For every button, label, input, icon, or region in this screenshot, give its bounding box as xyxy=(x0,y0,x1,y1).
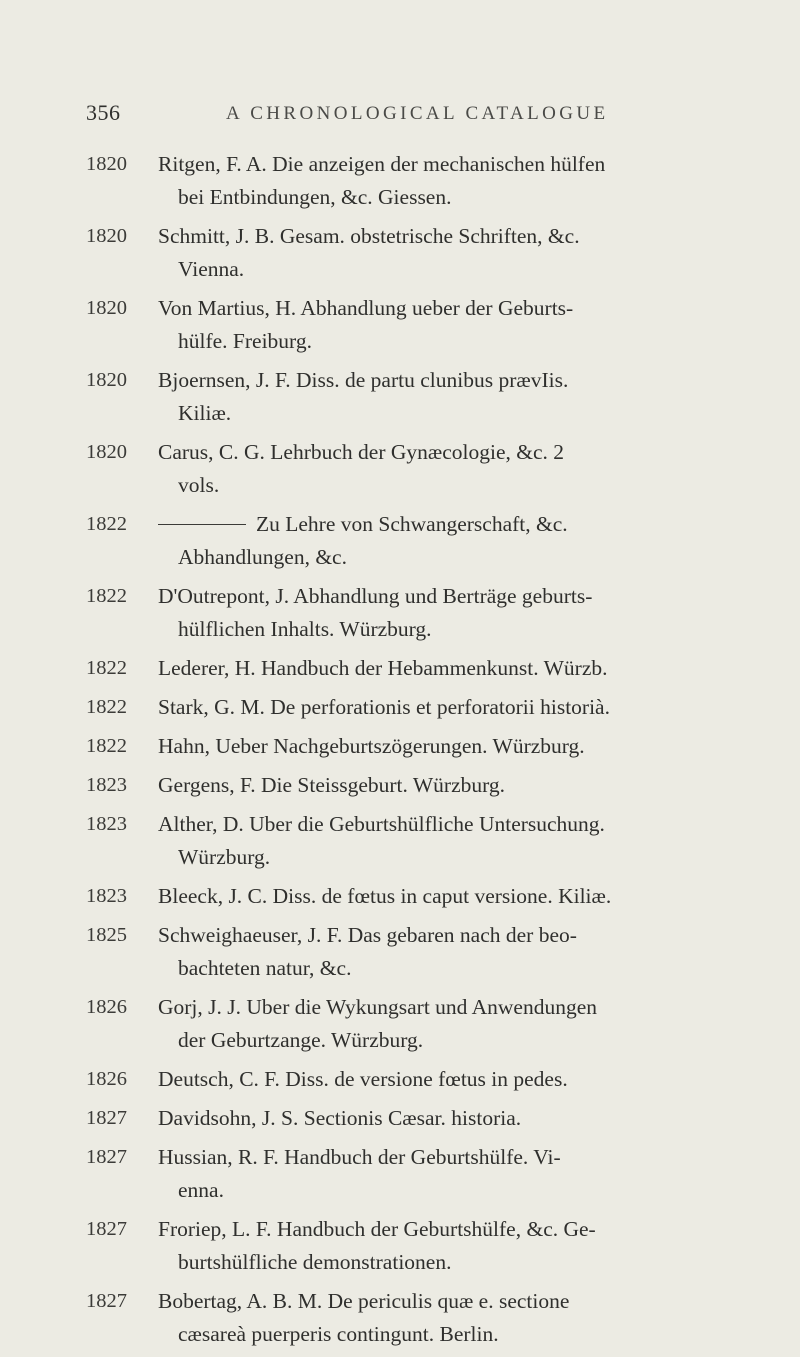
entry-line: Lederer, H. Handbuch der Hebammenkunst. Würzb. xyxy=(158,656,608,680)
page-header xyxy=(86,100,740,130)
entry-year: 1823 xyxy=(86,774,127,796)
ditto-rule xyxy=(158,524,246,525)
catalogue-entry xyxy=(86,148,766,214)
entry-text xyxy=(158,364,766,430)
entry-line xyxy=(158,508,766,541)
catalogue-entry xyxy=(86,808,766,874)
entry-line: der Geburtzange. Würzburg. xyxy=(178,1028,424,1052)
entry-text xyxy=(158,1213,766,1279)
entry-line: Ritgen, F. A. Die anzeigen der mechanischen hülfen xyxy=(158,152,606,176)
entry-line: vols. xyxy=(178,473,220,497)
entry-year: 1820 xyxy=(86,153,127,175)
entry-line: Froriep, L. F. Handbuch der Geburtshülfe, &c. Ge- xyxy=(158,1217,596,1241)
entry-line: Kiliæ. xyxy=(178,401,232,425)
entry-line: Bjoernsen, J. F. Diss. de partu clunibus prævIis. xyxy=(158,368,569,392)
entry-line: Hussian, R. F. Handbuch der Geburtshülfe. Vi- xyxy=(158,1145,561,1169)
entry-text xyxy=(158,220,766,286)
catalogue-entry xyxy=(86,1285,766,1351)
catalogue-entry xyxy=(86,292,766,358)
catalogue-entry xyxy=(86,1141,766,1207)
entry-text xyxy=(158,880,766,913)
catalogue-entry xyxy=(86,508,766,574)
entry-line: Gorj, J. J. Uber die Wykungsart und Anwendungen xyxy=(158,995,597,1019)
entry-text xyxy=(158,691,766,724)
entry-year: 1826 xyxy=(86,996,127,1018)
entry-text xyxy=(158,292,766,358)
entry-year: 1820 xyxy=(86,297,127,319)
entry-line: enna. xyxy=(178,1178,224,1202)
entry-line: burtshülfliche demonstrationen. xyxy=(178,1250,452,1274)
catalogue-entry xyxy=(86,880,766,913)
catalogue-entry xyxy=(86,730,766,763)
entry-line: Abhandlungen, &c. xyxy=(178,545,347,569)
entry-year: 1827 xyxy=(86,1218,127,1240)
entry-text xyxy=(158,1102,766,1135)
entry-line: Hahn, Ueber Nachgeburtszögerungen. Würzburg. xyxy=(158,734,585,758)
entry-text xyxy=(158,580,766,646)
entry-text xyxy=(158,1063,766,1096)
entry-text xyxy=(158,808,766,874)
entry-line: Würzburg. xyxy=(178,845,271,869)
catalogue-entries xyxy=(86,148,766,1357)
catalogue-entry xyxy=(86,919,766,985)
entry-line: Von Martius, H. Abhandlung ueber der Geburts- xyxy=(158,296,574,320)
entry-text xyxy=(158,652,766,685)
entry-year: 1820 xyxy=(86,369,127,391)
entry-line: bei Entbindungen, &c. Giessen. xyxy=(178,185,452,209)
catalogue-entry xyxy=(86,220,766,286)
entry-line: hülflichen Inhalts. Würzburg. xyxy=(178,617,432,641)
entry-line: Schmitt, J. B. Gesam. obstetrische Schriften, &c. xyxy=(158,224,580,248)
entry-line: Carus, C. G. Lehrbuch der Gynæcologie, &c. 2 xyxy=(158,440,565,464)
page-number: 356 xyxy=(86,100,121,125)
entry-text xyxy=(158,769,766,802)
entry-text xyxy=(158,730,766,763)
entry-year: 1823 xyxy=(86,813,127,835)
entry-line: D'Outrepont, J. Abhandlung und Berträge geburts- xyxy=(158,584,593,608)
entry-line: Gergens, F. Die Steissgeburt. Würzburg. xyxy=(158,773,506,797)
entry-year: 1823 xyxy=(86,885,127,907)
entry-line-text: Zu Lehre von Schwangerschaft, &c. xyxy=(256,512,568,536)
entry-year: 1820 xyxy=(86,441,127,463)
entry-text xyxy=(158,1141,766,1207)
catalogue-entry xyxy=(86,1102,766,1135)
entry-line: cæsareà puerperis contingunt. Berlin. xyxy=(178,1322,499,1346)
entry-line: Davidsohn, J. S. Sectionis Cæsar. historia. xyxy=(158,1106,522,1130)
entry-year: 1822 xyxy=(86,657,127,679)
entry-year: 1825 xyxy=(86,924,127,946)
entry-year: 1822 xyxy=(86,696,127,718)
entry-text xyxy=(158,1285,766,1351)
entry-year: 1822 xyxy=(86,735,127,757)
entry-text xyxy=(158,919,766,985)
entry-year: 1822 xyxy=(86,513,127,535)
catalogue-entry xyxy=(86,691,766,724)
entry-line: Bleeck, J. C. Diss. de fœtus in caput versione. Kiliæ. xyxy=(158,884,612,908)
catalogue-entry xyxy=(86,1063,766,1096)
entry-line: Stark, G. M. De perforationis et perforatorii historià. xyxy=(158,695,610,719)
catalogue-entry xyxy=(86,364,766,430)
catalogue-entry xyxy=(86,769,766,802)
catalogue-entry xyxy=(86,1213,766,1279)
entry-year: 1822 xyxy=(86,585,127,607)
entry-line: Alther, D. Uber die Geburtshülfliche Untersuchung. xyxy=(158,812,605,836)
catalogue-entry xyxy=(86,580,766,646)
catalogue-entry xyxy=(86,436,766,502)
entry-line: Vienna. xyxy=(178,257,245,281)
entry-year: 1820 xyxy=(86,225,127,247)
entry-text xyxy=(158,148,766,214)
entry-text xyxy=(158,991,766,1057)
entry-year: 1827 xyxy=(86,1146,127,1168)
entry-year: 1827 xyxy=(86,1290,127,1312)
entry-year: 1827 xyxy=(86,1107,127,1129)
entry-line: hülfe. Freiburg. xyxy=(178,329,312,353)
catalogue-entry xyxy=(86,991,766,1057)
running-head: A CHRONOLOGICAL CATALOGUE xyxy=(226,103,609,124)
entry-line: Bobertag, A. B. M. De periculis quæ e. sectione xyxy=(158,1289,570,1313)
entry-year: 1826 xyxy=(86,1068,127,1090)
entry-line: Deutsch, C. F. Diss. de versione fœtus in pedes. xyxy=(158,1067,568,1091)
entry-line: bachteten natur, &c. xyxy=(178,956,352,980)
entry-text xyxy=(158,436,766,502)
entry-text xyxy=(158,508,766,574)
catalogue-entry xyxy=(86,652,766,685)
entry-line: Schweighaeuser, J. F. Das gebaren nach der beo- xyxy=(158,923,577,947)
